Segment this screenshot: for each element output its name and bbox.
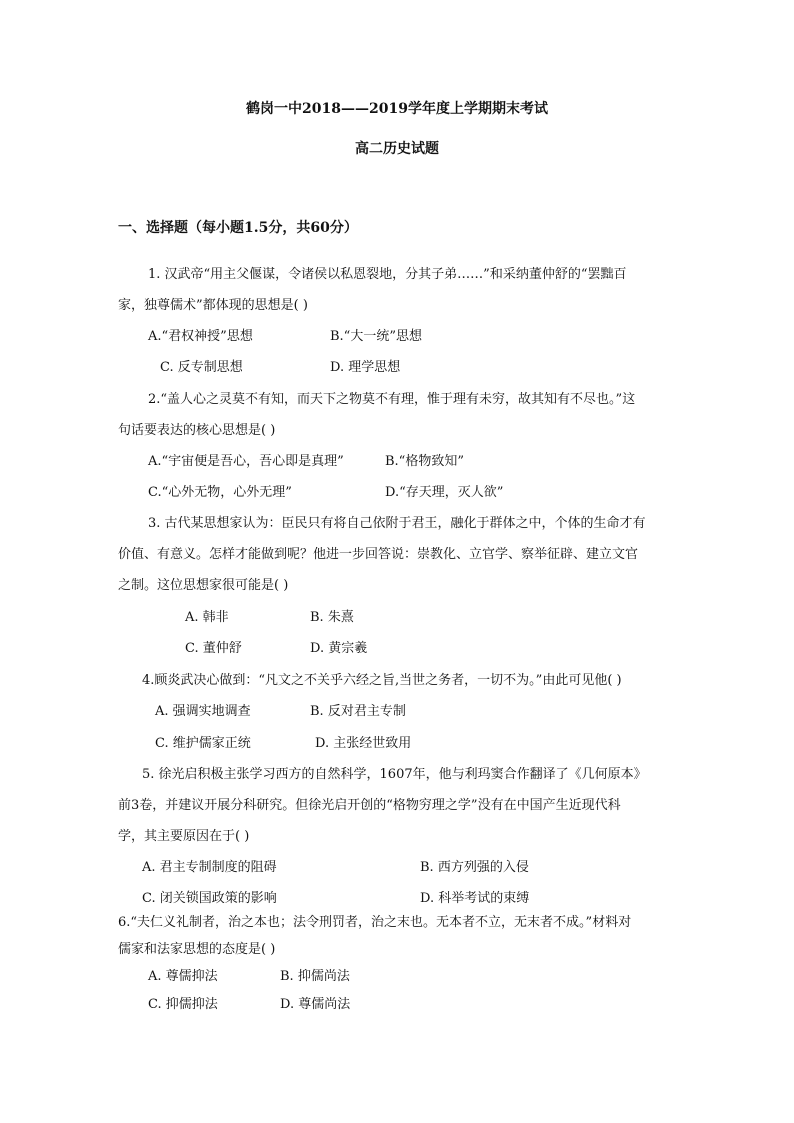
question-text: 1. 汉武帝“用主父偃谋，令诸侯以私恩裂地，分其子弟……”和采纳董仲舒的“罢黜百 (148, 267, 627, 282)
question-text: 家，独尊儒术”都体现的思想是( ) (118, 298, 308, 313)
option-d: D. 理学思想 (330, 360, 401, 375)
option-a: A.“君权神授”思想 (148, 329, 253, 344)
question-text: 前3卷，并建议开展分科研究。但徐光启开创的“格物穷理之学”没有在中国产生近现代科 (118, 798, 621, 813)
option-c: C. 董仲舒 (185, 641, 242, 656)
question-text: 3. 古代某思想家认为：臣民只有将自己依附于君王，融化于群体之中，个体的生命才有 (148, 516, 646, 531)
option-c: C.“心外无物，心外无理” (148, 485, 292, 500)
question-text: 之制。这位思想家很可能是( ) (118, 578, 289, 593)
option-a: A. 尊儒抑法 (148, 969, 218, 984)
question-text: 5. 徐光启积极主张学习西方的自然科学，1607年，他与利玛窦合作翻译了《几何原本》 (142, 767, 647, 782)
option-a: A. 君主专制制度的阻碍 (142, 860, 277, 875)
option-d: D. 尊儒尚法 (280, 997, 351, 1012)
option-c: C. 抑儒抑法 (148, 997, 218, 1012)
option-d: D. 黄宗羲 (310, 641, 368, 656)
exam-title: 鹤岗一中2018——2019学年度上学期期末考试 (246, 101, 548, 117)
option-c: C. 维护儒家正统 (155, 736, 251, 751)
option-b: B. 朱熹 (310, 610, 354, 625)
option-a: A. 韩非 (185, 610, 229, 625)
option-d: D. 主张经世致用 (315, 736, 412, 751)
option-b: B. 反对君主专制 (310, 704, 406, 719)
option-a: A. 强调实地调查 (155, 704, 251, 719)
question-text: 学，其主要原因在于( ) (118, 829, 250, 844)
option-a: A.“宇宙便是吾心，吾心即是真理” (148, 454, 344, 469)
option-c: C. 闭关锁国政策的影响 (142, 891, 277, 906)
option-b: B.“大一统”思想 (330, 329, 422, 344)
option-b: B. 西方列强的入侵 (420, 860, 529, 875)
question-text: 6.“夫仁义礼制者，治之本也；法令刑罚者，治之末也。无本者不立，无末者不成。”材料对 (118, 915, 632, 930)
question-text: 2.“盖人心之灵莫不有知，而天下之物莫不有理，惟于理有未穷，故其知有不尽也。”这 (148, 392, 636, 407)
question-text: 句话要表达的核心思想是( ) (118, 423, 276, 438)
exam-subtitle: 高二历史试题 (355, 141, 439, 157)
section-title: 一、选择题（每小题1.5分，共60分） (118, 220, 358, 236)
option-b: B.“格物致知” (385, 454, 464, 469)
question-text: 儒家和法家思想的态度是( ) (118, 942, 276, 957)
option-c: C. 反专制思想 (160, 360, 243, 375)
option-b: B. 抑儒尚法 (280, 969, 350, 984)
question-text: 价值、有意义。怎样才能做到呢？他进一步回答说：崇教化、立官学、察举征辟、建立文官 (118, 547, 639, 562)
option-d: D.“存天理，灭人欲” (385, 485, 504, 500)
option-d: D. 科举考试的束缚 (420, 891, 530, 906)
question-text: 4.顾炎武决心做到：“凡文之不关乎六经之旨,当世之务者，一切不为。”由此可见他( ) (142, 673, 622, 688)
